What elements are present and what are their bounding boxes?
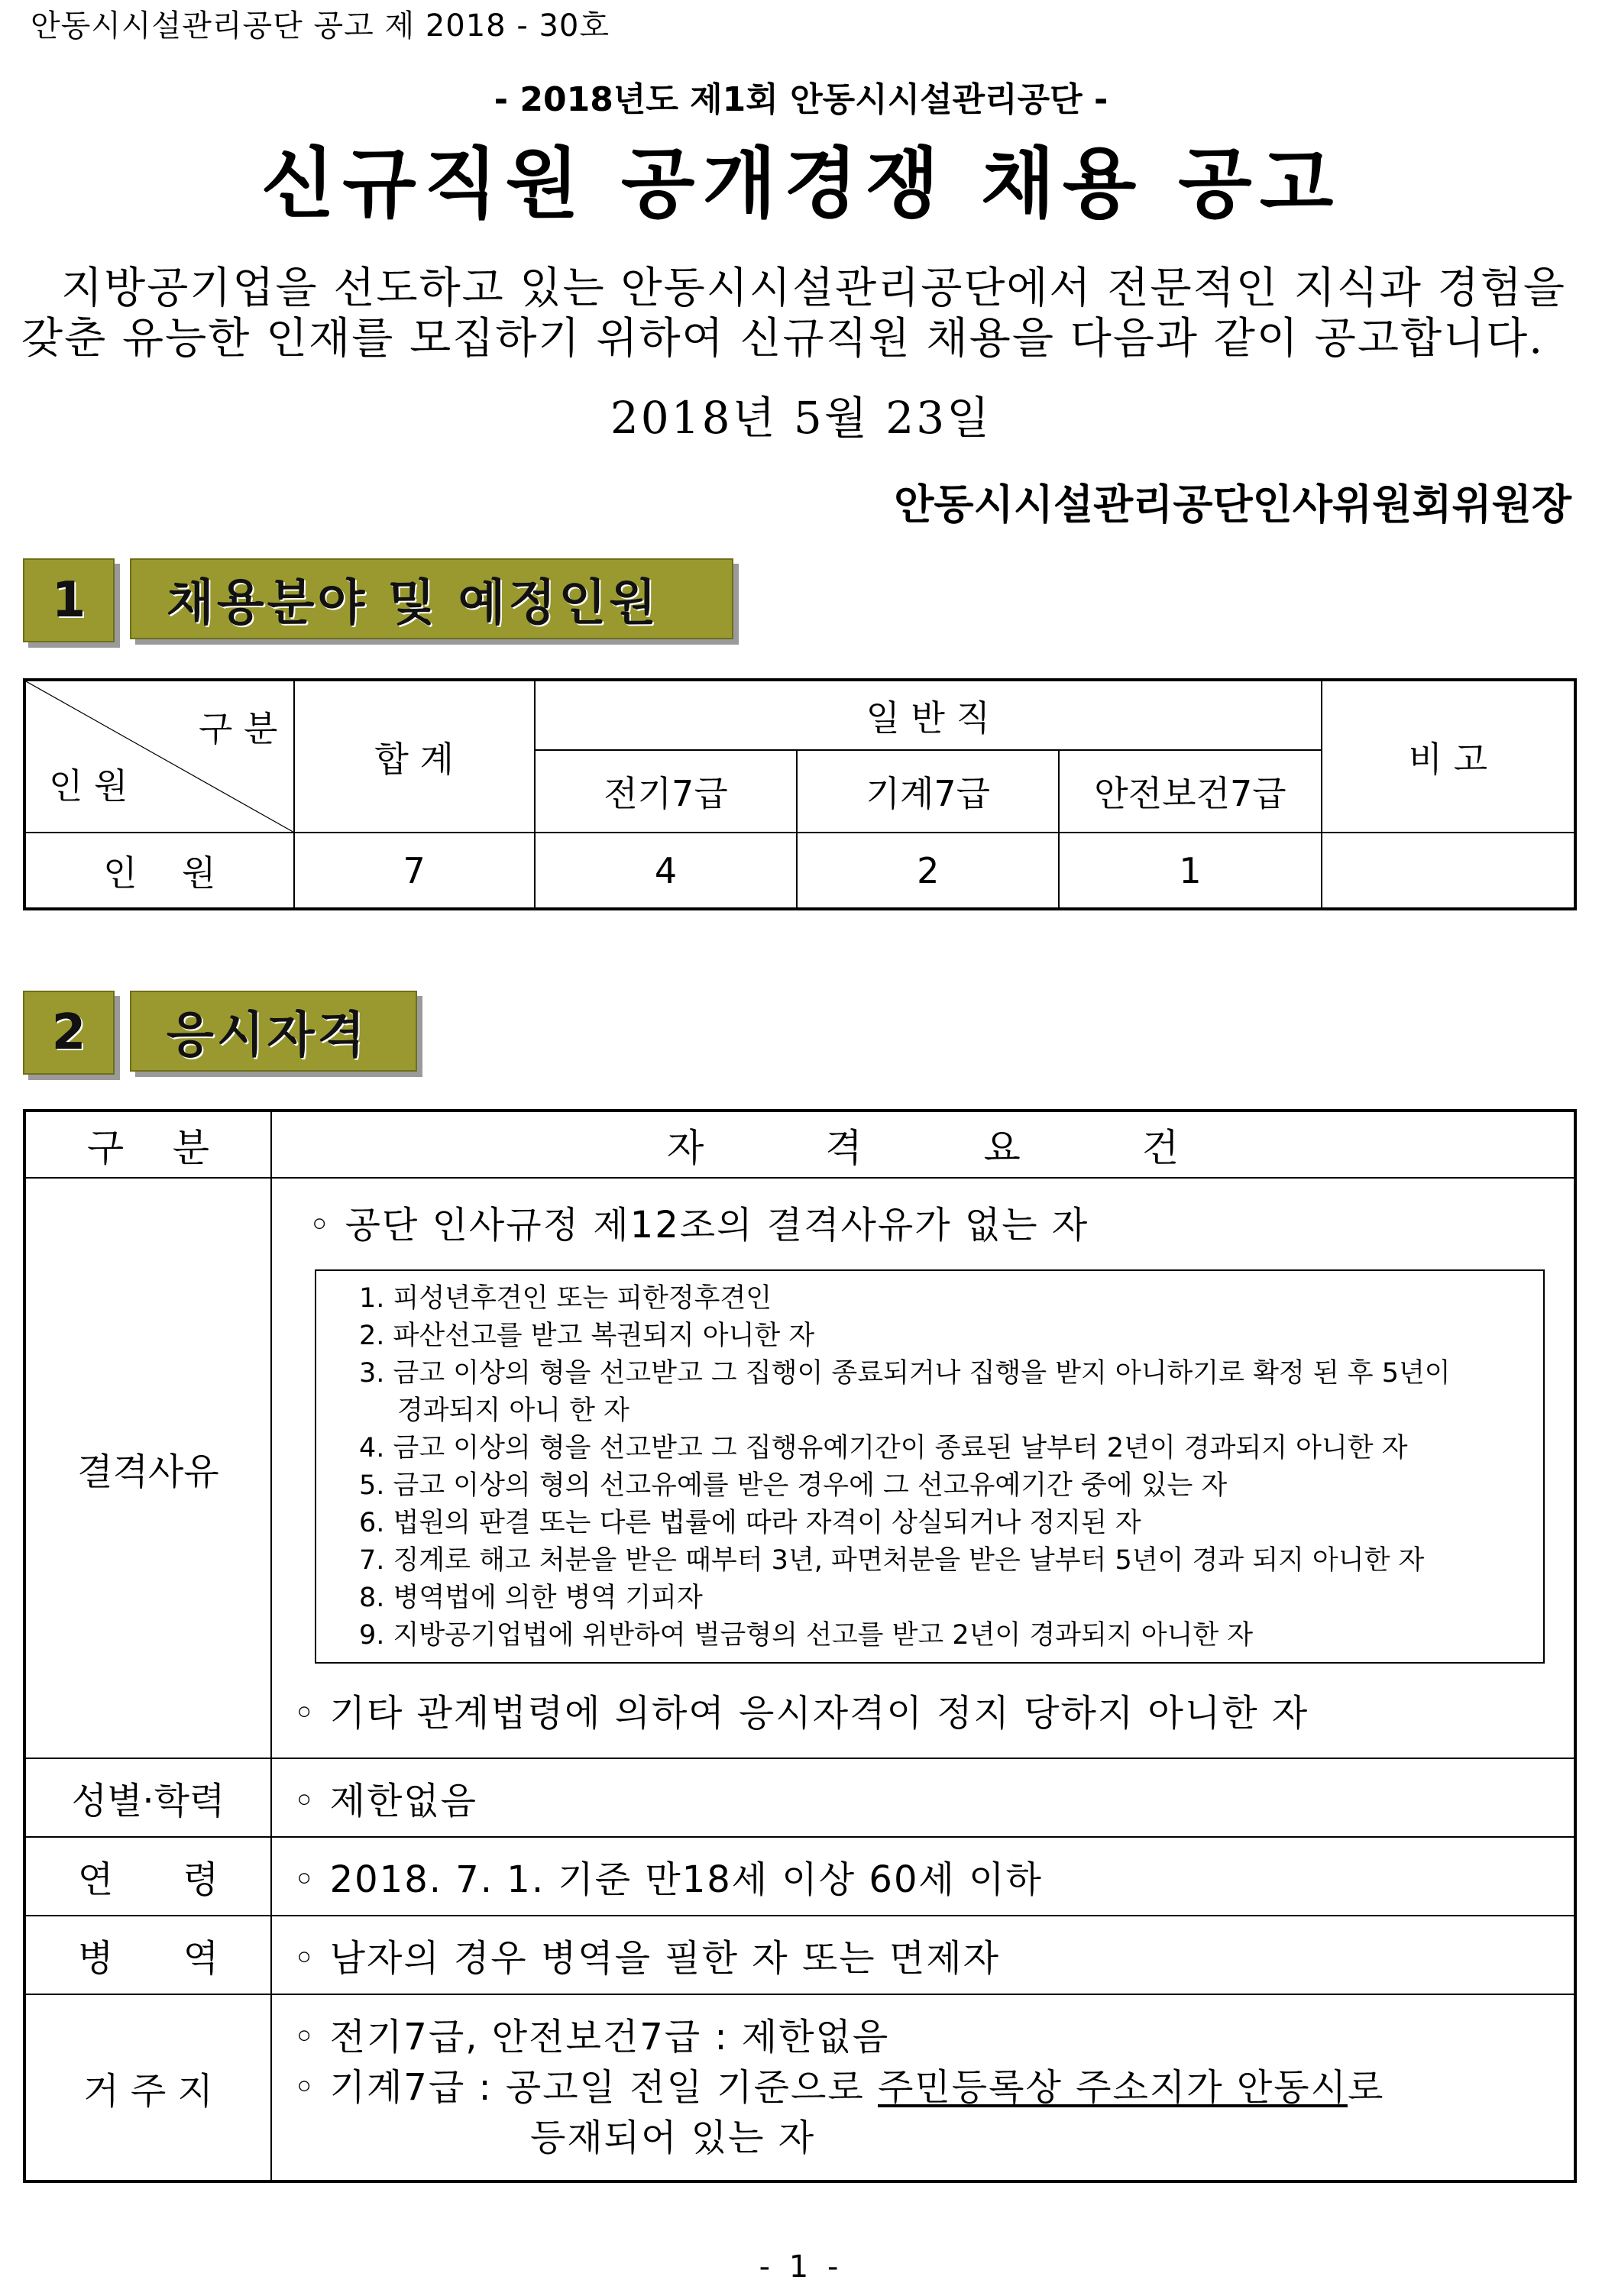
residence-line-3: 등재되어 있는 자 — [530, 2117, 816, 2159]
diagonal-header-cell — [24, 680, 294, 833]
category-header: 구 분 — [24, 1111, 271, 1178]
age-label: 연 령 — [24, 1837, 271, 1916]
residence-underline: 주민등록상 주소지가 안동시 — [878, 2066, 1348, 2109]
gender-education-value: ◦ 제한없음 — [271, 1758, 1575, 1837]
total-value: 7 — [294, 833, 535, 909]
general-group-header: 일 반 직 — [535, 680, 1322, 750]
section-2-number: 2 — [23, 991, 115, 1075]
list-item: 6. 법원의 판결 또는 다른 법률에 따라 자격이 상실되거나 정지된 자 — [359, 1508, 1141, 1538]
military-value: ◦ 남자의 경우 병역을 필한 자 또는 면제자 — [271, 1916, 1575, 1994]
page-title: 신규직원 공개경쟁 채용 공고 — [261, 139, 1341, 228]
announcement-date: 2018년 5월 23일 — [610, 392, 992, 444]
section-1-title: 채용분야 및 예정인원 — [130, 558, 733, 639]
electric-value: 4 — [535, 833, 797, 909]
disqualification-item-2: ◦ 기타 관계법령에 의하여 응시자격이 정지 당하지 아니한 자 — [293, 1692, 1309, 1735]
diag-bottom-label: 인 원 — [49, 765, 128, 807]
gender-education-label: 성별·학력 — [24, 1758, 271, 1837]
row-label: 인 원 — [24, 833, 294, 909]
col-mechanical: 기계7급 — [797, 750, 1059, 833]
total-header: 합 계 — [294, 680, 535, 833]
subtitle: - 2018년도 제1회 안동시시설관리공단 - — [494, 80, 1108, 119]
section-1-number: 1 — [23, 558, 115, 642]
residence-line-2-pre: ◦ 기계7급 : 공고일 전일 기준으로 — [293, 2066, 878, 2109]
list-item: 1. 피성년후견인 또는 피한정후견인 — [359, 1283, 772, 1314]
residence-label: 거 주 지 — [24, 1994, 271, 2181]
list-item: 9. 지방공기업법에 위반하여 벌금형의 선고를 받고 2년이 경과되지 아니한 자 — [359, 1620, 1254, 1651]
list-item: 5. 금고 이상의 형의 선고유예를 받은 경우에 그 선고유예기간 중에 있는 자 — [359, 1470, 1228, 1501]
remarks-header: 비 고 — [1322, 680, 1575, 833]
military-label: 병 역 — [24, 1916, 271, 1994]
col-safety: 안전보건7급 — [1059, 750, 1321, 833]
page-number: - 1 - — [759, 2249, 843, 2285]
mechanical-value: 2 — [797, 833, 1059, 909]
requirement-header: 자 격 요 건 — [271, 1111, 1575, 1178]
remarks-value — [1322, 833, 1575, 909]
residence-line-1: ◦ 전기7급, 안전보건7급 : 제한없음 — [293, 2016, 890, 2058]
list-item: 3. 금고 이상의 형을 선고받고 그 집행이 종료되거나 집행을 받지 아니하기로 확정 된 후 5년이 — [359, 1358, 1451, 1389]
list-item: 4. 금고 이상의 형을 선고받고 그 집행유예기간이 종료된 날부터 2년이 경과되지 아니한 자 — [359, 1433, 1408, 1463]
col-electric: 전기7급 — [535, 750, 797, 833]
disqualification-list — [315, 1269, 1545, 1664]
list-item: 8. 병역법에 의한 병역 기피자 — [359, 1583, 703, 1613]
residence-line-2 — [293, 2062, 1574, 2113]
document-number: 안동시시설관리공단 공고 제 2018 - 30호 — [31, 8, 610, 44]
list-item: 경과되지 아니 한 자 — [397, 1395, 629, 1426]
issuer: 안동시시설관리공단인사위원회위원장 — [894, 480, 1571, 529]
intro-line-2: 갖춘 유능한 인재를 모집하기 위하여 신규직원 채용을 다음과 같이 공고합니다. — [21, 314, 1545, 364]
age-value: ◦ 2018. 7. 1. 기준 만18세 이상 60세 이하 — [271, 1837, 1575, 1916]
intro-line-1: 지방공기업을 선도하고 있는 안동시시설관리공단에서 전문적인 지식과 경험을 — [61, 264, 1566, 313]
residence-line-2-post: 로 — [1347, 2066, 1385, 2109]
positions-table — [23, 678, 1577, 910]
safety-value: 1 — [1059, 833, 1321, 909]
residence-cell — [271, 1994, 1575, 2181]
disqualification-label: 결격사유 — [24, 1178, 271, 1758]
eligibility-table — [23, 1109, 1577, 2183]
disqualification-item-1: ◦ 공단 인사규정 제12조의 결격사유가 없는 자 — [309, 1204, 1089, 1247]
list-item: 7. 징계로 해고 처분을 받은 때부터 3년, 파면처분을 받은 날부터 5년이 경과 되지 아니한 자 — [359, 1545, 1425, 1576]
section-2-title: 응시자격 — [130, 991, 417, 1072]
disqualification-cell — [271, 1178, 1575, 1758]
diag-top-label: 구 분 — [199, 708, 278, 749]
list-item: 2. 파산선고를 받고 복권되지 아니한 자 — [359, 1321, 815, 1351]
